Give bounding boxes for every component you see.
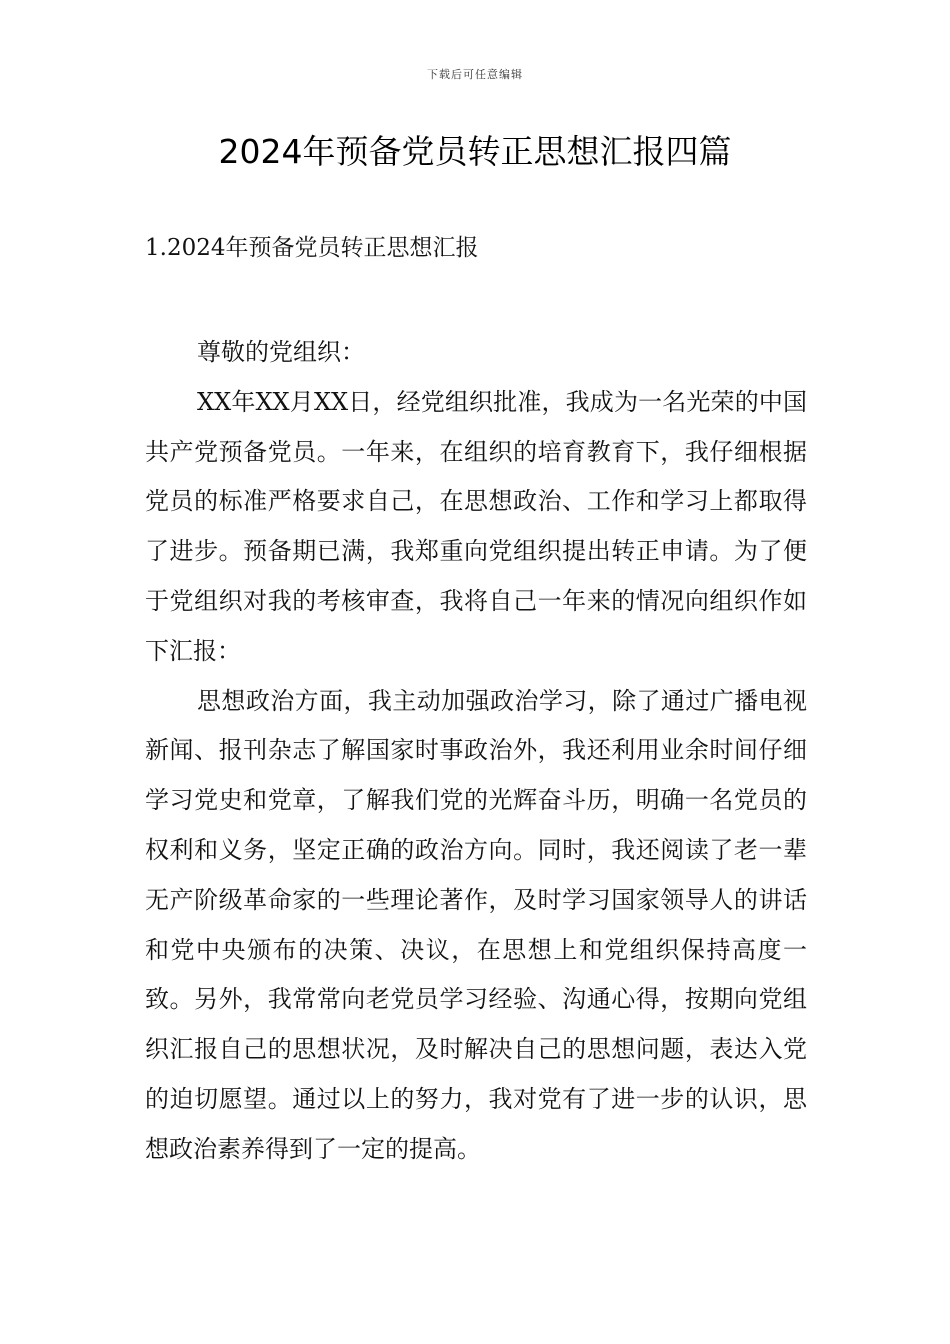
paragraph-2: 思想政治方面，我主动加强政治学习，除了通过广播电视新闻、报刊杂志了解国家时事政治外，我还利用业余时间仔细学习党史和党章，了解我们党的光辉奋斗历，明确一名党员的权利和义务，坚定正确的政治方向。同时，我还阅读了老一辈无产阶级革命家的一些理论著作，及时学习国家领导人的讲话和党中央颁布的决策、决议，在思想上和党组织保持高度一致。另外，我常常向老党员学习经验、沟通心得，按期向党组织汇报自己的思想状况，及时解决自己的思想问题，表达入党的迫切愿望。通过以上的努力，我对党有了进一步的认识，思想政治素养得到了一定的提高。 xyxy=(145,686,807,1163)
section-heading: 1.2024年预备党员转正思想汇报 xyxy=(145,235,479,261)
paragraph-1: XX年XX月XX日，经党组织批准，我成为一名光荣的中国共产党预备党员。一年来，在组织的培育教育下，我仔细根据党员的标准严格要求自己，在思想政治、工作和学习上都取得了进步。预备期已满，我郑重向党组织提出转正申请。为了便于党组织对我的考核审查，我将自己一年来的情况向组织作如下汇报： xyxy=(145,387,807,665)
document-title: 2024年预备党员转正思想汇报四篇 xyxy=(218,132,732,171)
header-note: 下载后可任意编辑 xyxy=(427,68,523,81)
document-body xyxy=(145,328,807,1175)
salutation: 尊敬的党组织： xyxy=(197,338,365,366)
